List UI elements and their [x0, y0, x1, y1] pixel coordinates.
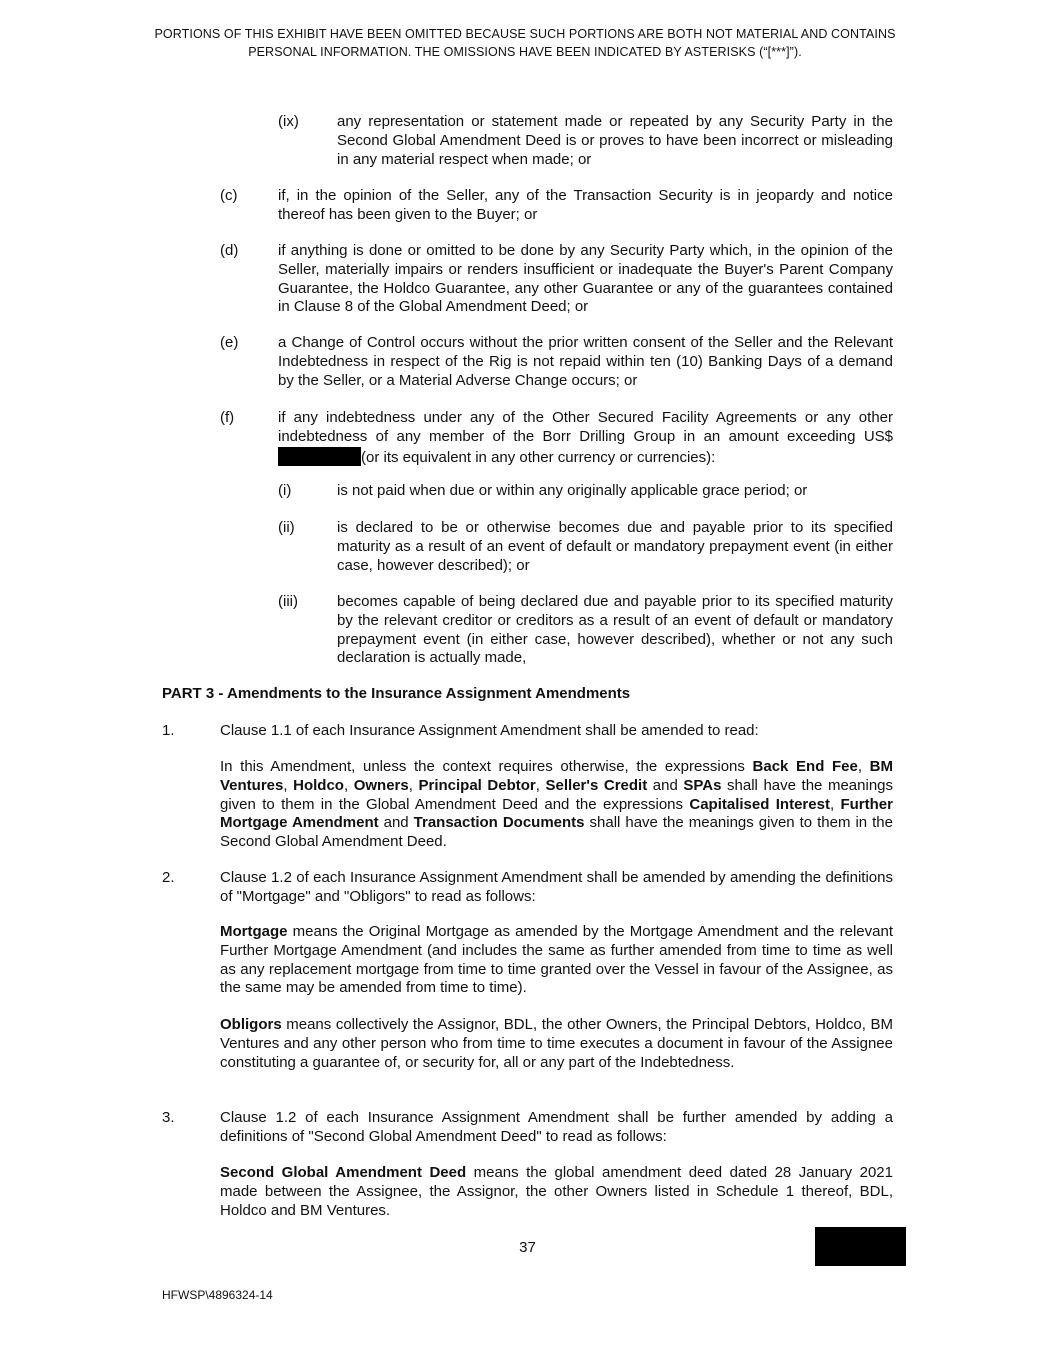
item-text-ix: any representation or statement made or repeated by any Security Party in the Second Global Amendment Deed is or proves to have been incorrect or misleading in any material respect when made; or [337, 113, 893, 168]
defined-term: BM Ventures [220, 758, 893, 794]
item-text-f-before: if any indebtedness under any of the Other Secured Facility Agreements or any other indebtedness of any member of the Borr Drilling Group in an amount exceeding US$ [278, 409, 893, 445]
defined-term: Second Global Amendment Deed [220, 1164, 467, 1181]
defined-term: SPAs [683, 776, 722, 794]
defined-term: Seller's Credit [545, 776, 648, 794]
item-label-ix: (ix) [278, 113, 299, 130]
obligors-definition [220, 1016, 893, 1072]
mortgage-definition [220, 923, 893, 998]
body-text: means collectively the Assignor, BDL, the other Owners, the Principal Debtors, Holdco, BM Ventures and any other person who from time to time executes a document in favour of the Assignee constituting a guarantee of, or security for, all or any part of the Indebtedness. [220, 1016, 893, 1071]
body-text: , [408, 776, 419, 794]
item-text-f [278, 409, 893, 467]
clause-1-number: 1. [162, 722, 175, 739]
clause-1-text: Clause 1.1 of each Insurance Assignment Amendment shall be amended to read: [220, 722, 759, 739]
defined-term: Capitalised Interest [689, 795, 830, 813]
body-text: , [829, 795, 841, 813]
body-text: shall have the meanings given to them in the Second Global Amendment Deed. [220, 814, 893, 851]
body-text: means the global amendment deed dated 28 January 2021 made between the Assignee, the Assignor, the other Owners listed in Schedule 1 thereof, BDL, Holdco and BM Ventures. [220, 1164, 893, 1219]
body-text: In this Amendment, unless the context requires otherwise, the expressions [220, 758, 753, 775]
body-text: , [283, 776, 294, 794]
clause-3-number: 3. [162, 1109, 175, 1126]
item-text-f-after: (or its equivalent in any other currency or currencies): [361, 448, 716, 466]
defined-term: Transaction Documents [413, 814, 585, 832]
body-text: and [378, 814, 414, 832]
body-text: , [343, 776, 354, 794]
defined-term: Further Mortgage Amendment [220, 795, 893, 832]
item-text-e: a Change of Control occurs without the prior written consent of the Seller and the Relevant Indebtedness in respect of the Rig is not repaid within ten (10) Banking Days of a demand by the Seller, or a Material Adverse Change occurs; or [278, 334, 893, 389]
item-label-c: (c) [220, 187, 238, 204]
document-reference: HFWSP\4896324-14 [162, 1288, 273, 1302]
second-gad-definition [220, 1164, 893, 1220]
defined-term: Owners [353, 776, 409, 794]
page-number: 37 [519, 1239, 536, 1256]
subitem-label-iii: (iii) [278, 593, 298, 610]
subitem-text-i: is not paid when due or within any originally applicable grace period; or [337, 482, 808, 499]
body-text: means the Original Mortgage as amended by the Mortgage Amendment and the relevant Further Mortgage Amendment (and includes the same as further amended from time to time as well as any replacement mortgage from time to time granted over the Vessel in favour of the Assignee, as the same may be amended from time to time). [220, 923, 893, 997]
clause-3-text: Clause 1.2 of each Insurance Assignment Amendment shall be further amended by adding a definitions of "Second Global Amendment Deed" to read as follows: [220, 1109, 893, 1145]
body-text: shall have the meanings given to them in the Global Amendment Deed and the expressions [220, 776, 894, 813]
body-text: , [857, 758, 870, 775]
subitem-text-iii: becomes capable of being declared due and payable prior to its specified maturity by the relevant creditor or creditors as a result of an event of default or mandatory prepayment event (in either case, however described), whether or not any such declaration is actually made, [337, 593, 893, 667]
clause-2-text: Clause 1.2 of each Insurance Assignment Amendment shall be amended by amending the definitions of "Mortgage" and "Obligors" to read as follows: [220, 869, 893, 905]
subitem-text-ii: is declared to be or otherwise becomes due and payable prior to its specified maturity as a result of an event of default or mandatory prepayment event (in either case, however described); or [337, 519, 893, 574]
item-text-c: if, in the opinion of the Seller, any of the Transaction Security is in jeopardy and notice thereof has been given to the Buyer; or [278, 187, 893, 223]
item-label-f: (f) [220, 409, 235, 426]
omission-notice: PORTIONS OF THIS EXHIBIT HAVE BEEN OMITTED BECAUSE SUCH PORTIONS ARE BOTH NOT MATERIAL AND CONTAINS PERSONAL INFORMATION. THE OMISSIONS HAVE BEEN INDICATED BY ASTERISKS (“[***]”). [154, 27, 896, 59]
subitem-label-i: (i) [278, 482, 292, 499]
item-label-e: (e) [220, 334, 239, 351]
clause-2-number: 2. [162, 869, 175, 886]
subitem-label-ii: (ii) [278, 519, 295, 536]
defined-term: Mortgage [220, 923, 288, 940]
body-text: , [535, 776, 546, 794]
part3-heading: PART 3 - Amendments to the Insurance Assignment Amendments [162, 685, 631, 702]
clause-1-body [220, 758, 893, 852]
defined-term: Obligors [220, 1016, 282, 1033]
defined-term: Back End Fee [752, 758, 858, 775]
item-text-d: if anything is done or omitted to be done by any Security Party which, in the opinion of the Seller, materially impairs or renders insufficient or inadequate the Buyer's Parent Company Guarantee, the Holdco Guarantee, any other Guarantee or any of the guarantees contained in Clause 8 of the Global Amendment Deed; or [278, 242, 893, 316]
item-label-d: (d) [220, 242, 239, 259]
defined-term: Principal Debtor [418, 776, 536, 794]
redaction-corner-box [815, 1227, 906, 1266]
body-text: and [647, 776, 684, 794]
defined-term: Holdco [293, 776, 344, 794]
redaction-box [278, 447, 361, 466]
